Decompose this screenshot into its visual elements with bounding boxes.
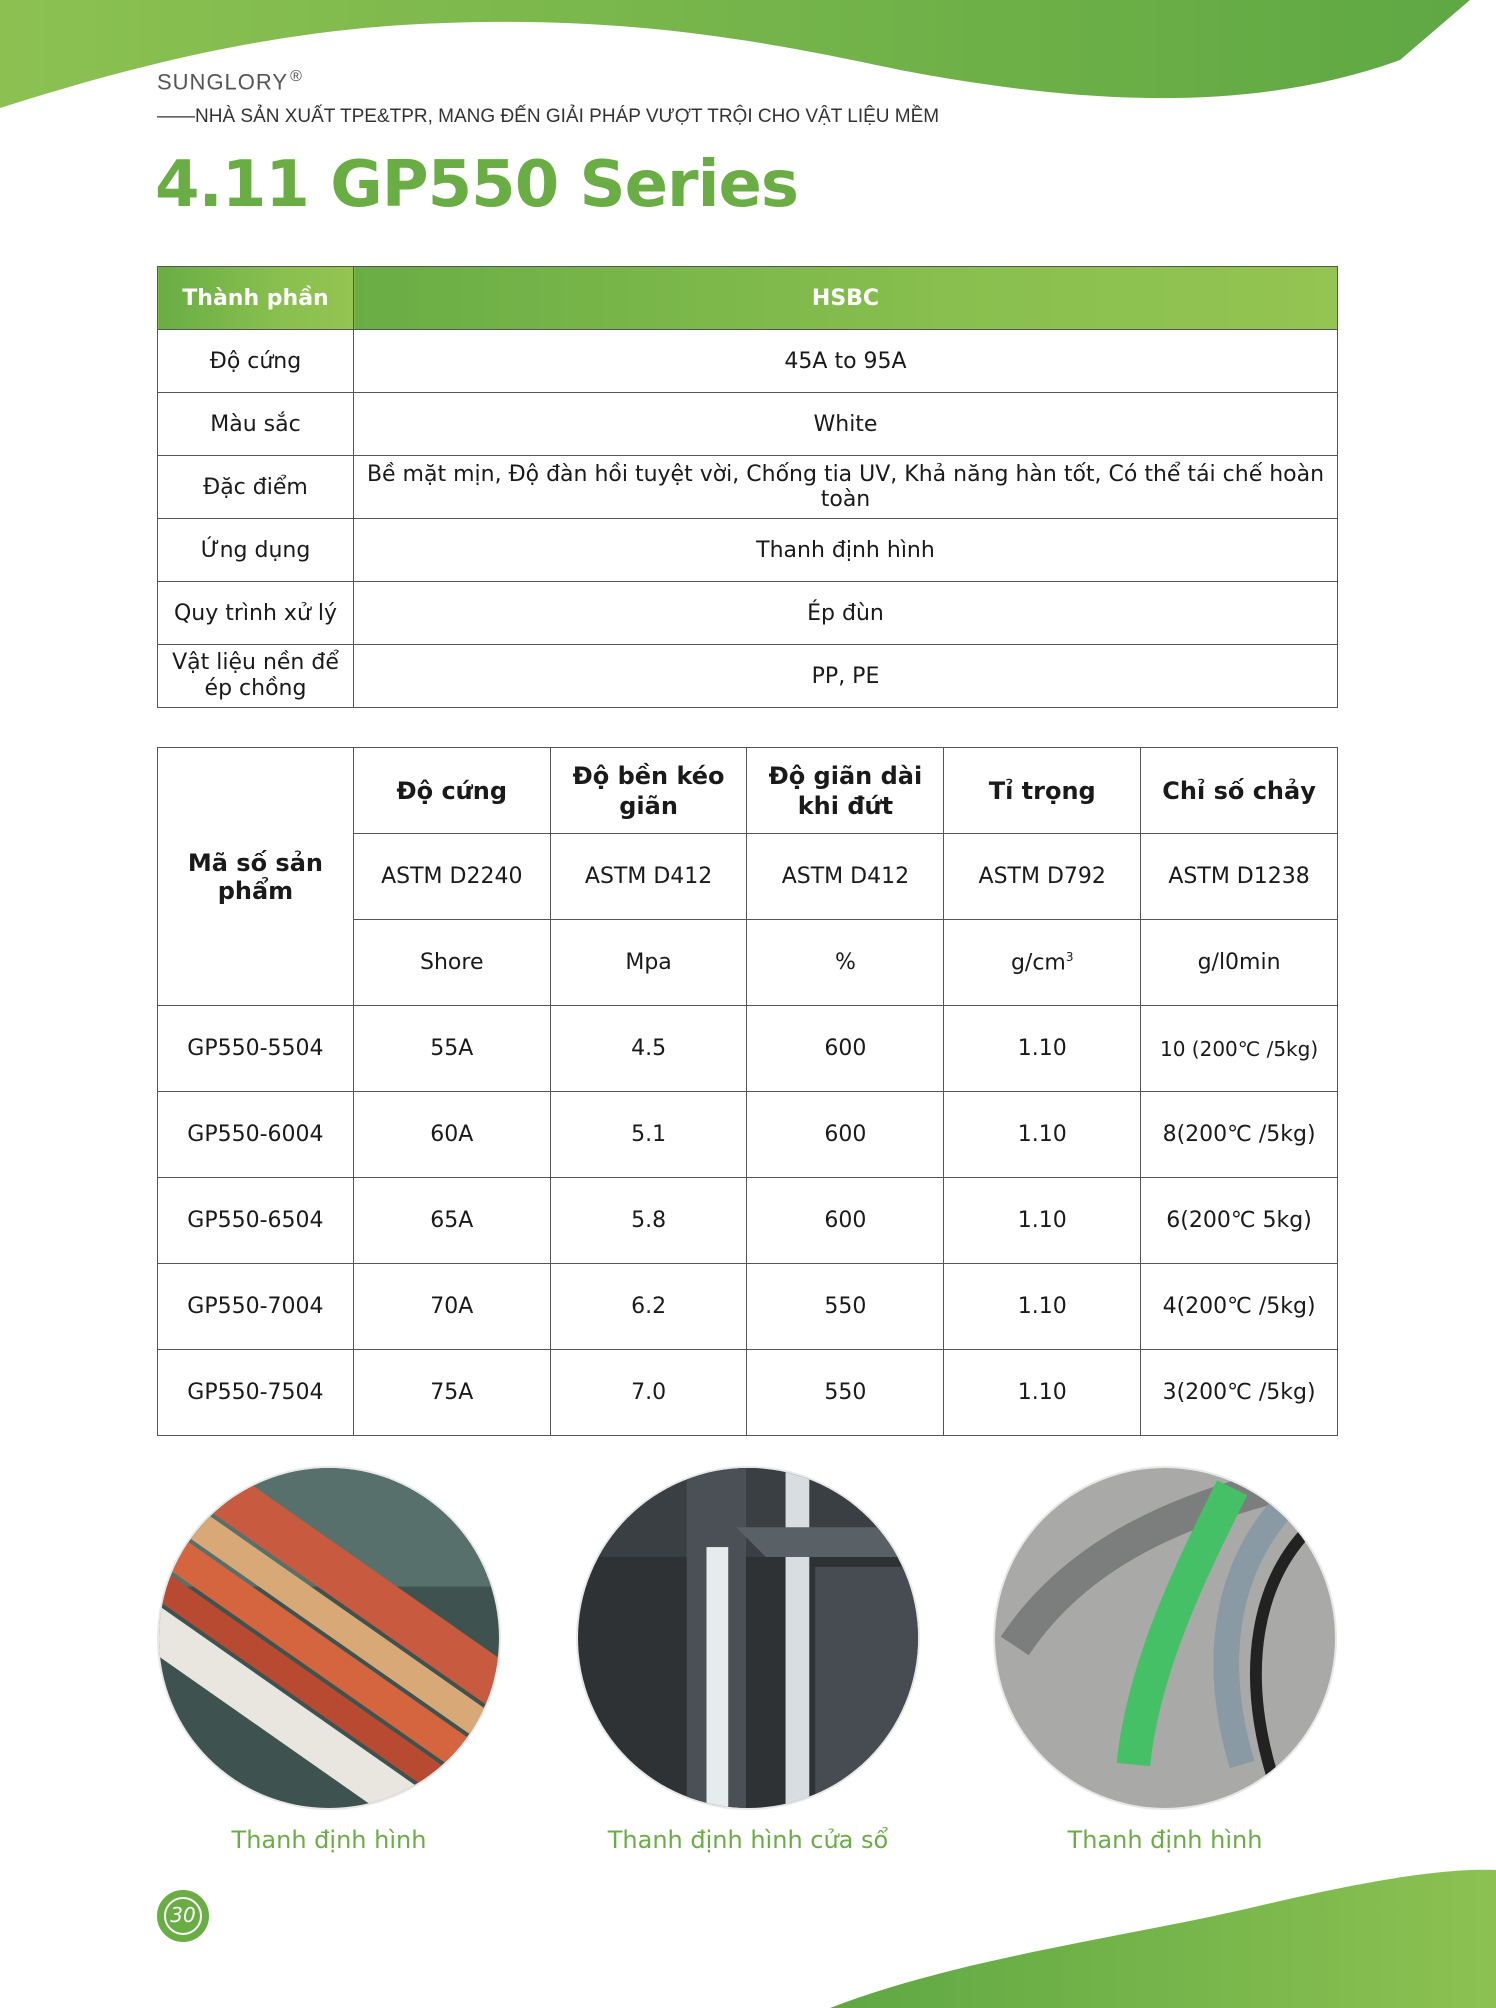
density-unit-exponent: 3 [1065,949,1074,964]
elongation-value: 550 [747,1350,944,1436]
table-row [158,645,1338,708]
hardness-value: 65A [353,1178,550,1264]
product-code: GP550-7504 [158,1350,354,1436]
product-code-header: Mã số sản phẩm [158,748,354,1006]
table-row [158,1178,1338,1264]
column-header: Tỉ trọng [944,748,1141,834]
unit-cell: Shore [353,920,550,1006]
registered-mark: ® [290,68,303,85]
density-value: 1.10 [944,1264,1141,1350]
table-row [158,1350,1338,1436]
table-row [158,1006,1338,1092]
photo-caption: Thanh định hình cửa sổ [607,1826,889,1854]
standard-cell: ASTM D1238 [1141,834,1338,920]
spec-header-row [158,748,1338,834]
row-label: Độ cứng [158,330,354,393]
tensile-value: 5.1 [550,1092,747,1178]
elongation-value: 550 [747,1264,944,1350]
tensile-value: 4.5 [550,1006,747,1092]
density-value: 1.10 [944,1006,1141,1092]
melt-index-value: 4(200℃ /5kg) [1141,1264,1338,1350]
unit-cell: % [747,920,944,1006]
product-photo-profiles [157,1466,501,1810]
standard-cell: ASTM D2240 [353,834,550,920]
table-row [158,519,1338,582]
row-value: Bề mặt mịn, Độ đàn hồi tuyệt vời, Chống tia UV, Khả năng hàn tốt, Có thể tái chế hoàn toàn [354,456,1338,519]
row-label: Màu sắc [158,393,354,456]
table-row [158,1092,1338,1178]
density-value: 1.10 [944,1350,1141,1436]
standard-cell: ASTM D792 [944,834,1141,920]
photo-caption: Thanh định hình [231,1826,427,1854]
hardness-value: 55A [353,1006,550,1092]
melt-index-value: 10 (200℃ /5kg) [1141,1006,1338,1092]
row-value: PP, PE [354,645,1338,708]
row-value: White [354,393,1338,456]
composition-header-cell: Thành phần [158,267,354,330]
page-title: 4.11 GP550 Series [155,148,798,222]
hardness-value: 70A [353,1264,550,1350]
tensile-value: 7.0 [550,1350,747,1436]
melt-index-value: 3(200℃ /5kg) [1141,1350,1338,1436]
density-value: 1.10 [944,1178,1141,1264]
table-row [158,456,1338,519]
melt-index-value: 8(200℃ /5kg) [1141,1092,1338,1178]
table-row [158,582,1338,645]
hardness-value: 60A [353,1092,550,1178]
melt-index-value: 6(200℃ 5kg) [1141,1178,1338,1264]
row-label: Ứng dụng [158,519,354,582]
tensile-value: 6.2 [550,1264,747,1350]
product-photo-gasket-profiles [993,1466,1337,1810]
bottom-wave-decoration [0,1848,1496,2008]
brand-name: SUNGLORY ® [157,68,303,95]
elongation-value: 600 [747,1178,944,1264]
product-code: GP550-5504 [158,1006,354,1092]
product-code: GP550-6504 [158,1178,354,1264]
column-header: Độ cứng [353,748,550,834]
table-row [158,330,1338,393]
table-row [158,393,1338,456]
standard-cell: ASTM D412 [747,834,944,920]
unit-cell: g/l0min [1141,920,1338,1006]
unit-cell: Mpa [550,920,747,1006]
brand-tagline: ——NHÀ SẢN XUẤT TPE&TPR, MANG ĐẾN GIẢI PHÁP VƯỢT TRỘI CHO VẬT LIỆU MỀM [157,106,940,127]
unit-cell [944,920,1141,1006]
standard-cell: ASTM D412 [550,834,747,920]
product-code: GP550-7004 [158,1264,354,1350]
row-value: Ép đùn [354,582,1338,645]
elongation-value: 600 [747,1006,944,1092]
composition-header-cell: HSBC [354,267,1338,330]
column-header: Độ bền kéo giãn [550,748,747,834]
row-label: Quy trình xử lý [158,582,354,645]
photo-caption: Thanh định hình [1067,1826,1263,1854]
table-row [158,1264,1338,1350]
product-photo-window-profile [576,1466,920,1810]
hardness-value: 75A [353,1350,550,1436]
density-value: 1.10 [944,1092,1141,1178]
page-number-badge [157,1890,209,1942]
column-header: Chỉ số chảy [1141,748,1338,834]
page-number: 30 [164,1897,202,1935]
elongation-value: 600 [747,1092,944,1178]
column-header: Độ giãn dài khi đứt [747,748,944,834]
row-value: 45A to 95A [354,330,1338,393]
spec-table [157,747,1338,1436]
tensile-value: 5.8 [550,1178,747,1264]
row-label: Đặc điểm [158,456,354,519]
product-code: GP550-6004 [158,1092,354,1178]
density-unit: g/cm [1010,950,1066,976]
composition-table [157,266,1338,708]
row-label: Vật liệu nền để ép chồng [158,645,354,708]
row-value: Thanh định hình [354,519,1338,582]
composition-header-row [158,267,1338,330]
